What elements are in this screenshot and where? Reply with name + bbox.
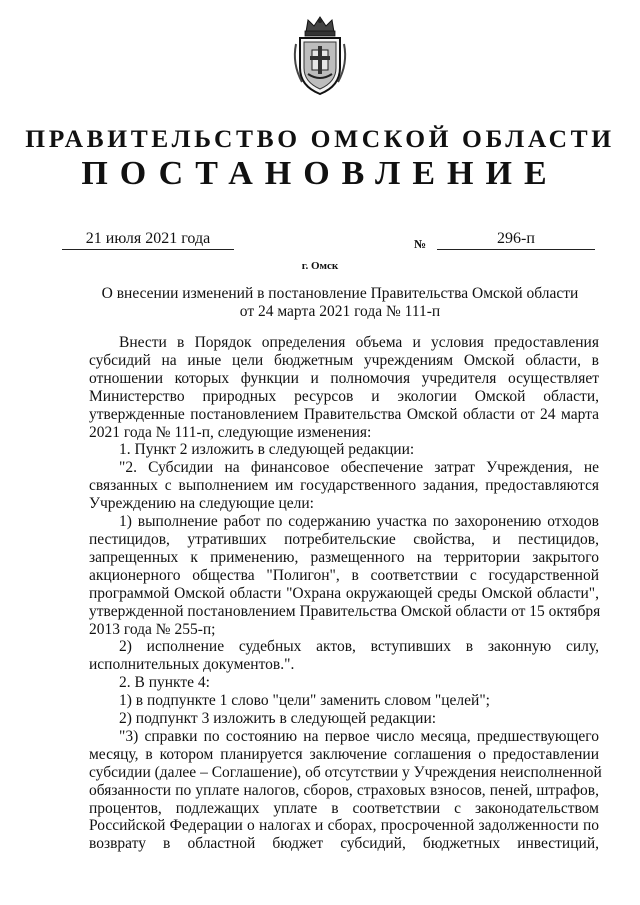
body-line: Российской Федерации о налогах и сборах, просроченной задолженности по [89, 817, 599, 835]
body-line: Внести в Порядок определения объема и условия предоставления [119, 334, 599, 351]
body-line: 2) исполнение судебных актов, вступивших в законную силу, [119, 638, 599, 656]
body-line: утвержденные постановлением Правительства Омской области от 24 марта [89, 405, 599, 423]
body-line: 1) в подпункте 1 слово "цели" заменить словом "целей"; [119, 692, 490, 710]
body-line: Учреждению на следующие цели: [89, 495, 314, 513]
body-line: 2. В пункте 4: [119, 674, 210, 692]
body-line: отношении которых функции и полномочия учредителя осуществляет [89, 369, 599, 387]
document-title [60, 285, 620, 321]
document-body [89, 334, 602, 853]
body-line: утвержденной постановлением Правительства Омской области от 15 октября [89, 602, 601, 620]
number-sign: № [414, 237, 427, 251]
body-line: акционерного общества "Полигон", в соответствии с государственной [89, 566, 599, 584]
body-line: программой Омской области "Охрана окружающей среды Омской области", [89, 584, 599, 602]
body-line: исполнительных документов.". [89, 656, 295, 674]
body-line: запрещенных к применению, размещенного на территории закрытого [89, 548, 599, 566]
body-line: месяцу, в котором планируется заключение соглашения о предоставлении [89, 745, 599, 763]
body-line: связанных с выполнением им государственного задания, предоставляются [89, 477, 599, 495]
body-line: "2. Субсидии на финансовое обеспечение затрат Учреждения, не [119, 459, 599, 477]
body-line: 1. Пункт 2 изложить в следующей редакции: [119, 441, 415, 459]
body-line: субсидий на иные цели бюджетным учреждениям Омской области, в [89, 351, 599, 369]
body-line: 2013 года № 255-п; [89, 620, 216, 638]
body-line: 2021 года № 111-п, следующие изменения: [89, 423, 372, 441]
city-name: г. Омск [301, 260, 339, 272]
document-type: ПОСТАНОВЛЕНИЕ [81, 155, 559, 192]
document-date: 21 июля 2021 года [62, 230, 234, 250]
body-line: пестицидов, утративших потребительские свойства, и пестицидов, [89, 530, 599, 548]
omsk-coat-of-arms-icon [288, 14, 352, 98]
body-line: Министерство природных ресурсов и экологии Омской области, [89, 387, 599, 405]
title-line: от 24 марта 2021 года № 111-п [239, 303, 441, 320]
body-line: субсидии (далее – Соглашение), об отсутствии у Учреждения неисполненной [89, 763, 602, 781]
body-line: возврату в областной бюджет субсидий, бюджетных инвестиций, [89, 835, 599, 853]
title-line: О внесении изменений в постановление Правительства Омской области [101, 285, 579, 302]
body-line: 2) подпункт 3 изложить в следующей редакции: [119, 710, 437, 728]
body-line: 1) выполнение работ по содержанию участка по захоронению отходов [119, 513, 599, 531]
body-line: процентов, подлежащих уплате в соответствии с законодательством [89, 799, 599, 817]
body-line: обязанности по уплате налогов, сборов, страховых взносов, пеней, штрафов, [89, 781, 599, 799]
body-line: "3) справки по состоянию на первое число месяца, предшествующего [119, 727, 599, 745]
document-number: 296-п [437, 230, 595, 250]
organization-name: ПРАВИТЕЛЬСТВО ОМСКОЙ ОБЛАСТИ [25, 124, 615, 153]
